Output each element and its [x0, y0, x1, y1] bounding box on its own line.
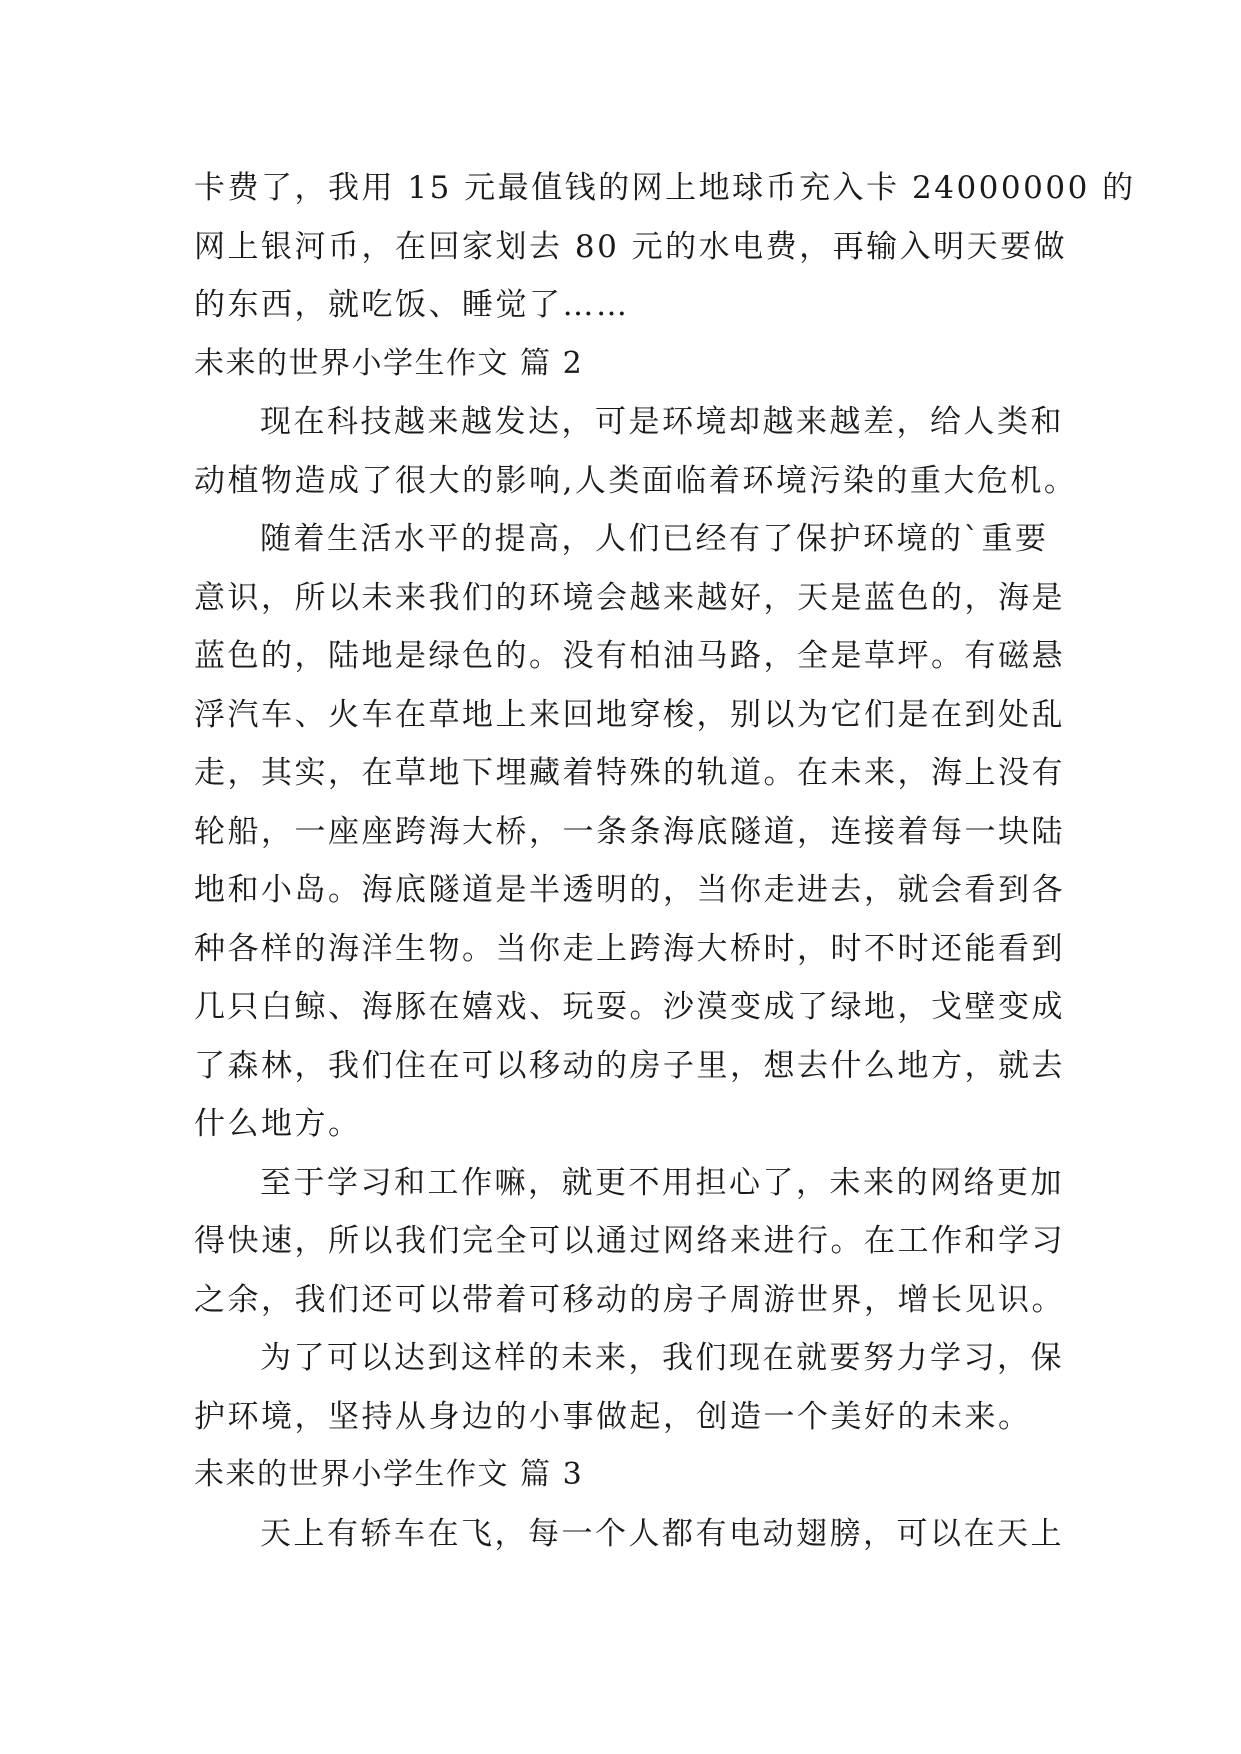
text-line: 走，其实，在草地下埋藏着特殊的轨道。在未来，海上没有 [194, 755, 1065, 791]
text-line: 为了可以达到这样的未来，我们现在就要努力学习，保 [260, 1340, 1064, 1376]
text-line: 卡费了，我用 15 元最值钱的网上地球币充入卡 24000000 的 [194, 170, 1136, 206]
text-line: 护环境，坚持从身边的小事做起，创造一个美好的未来。 [194, 1398, 1032, 1435]
text-line: 随着生活水平的提高，人们已经有了保护环境的`重要 [260, 521, 1049, 557]
document-body [194, 159, 1136, 1563]
text-line: 天上有轿车在飞，每一个人都有电动翅膀，可以在天上 [260, 1515, 1064, 1552]
section-heading: 未来的世界小学生作文 篇 3 [194, 1457, 584, 1492]
text-line: 的东西，就吃饭、睡觉了…… [194, 287, 630, 323]
section-heading: 未来的世界小学生作文 篇 2 [194, 345, 584, 381]
text-line: 什么地方。 [194, 1106, 362, 1142]
text-line: 了森林，我们住在可以移动的房子里，想去什么地方，就去 [194, 1047, 1065, 1084]
text-line: 浮汽车、火车在草地上来回地穿梭，别以为它们是在到处乱 [194, 696, 1065, 733]
text-line: 之余，我们还可以带着可移动的房子周游世界，增长见识。 [194, 1281, 1065, 1318]
text-line: 蓝色的，陆地是绿色的。没有柏油马路，全是草坪。有磁悬 [194, 638, 1065, 674]
text-line: 轮船，一座座跨海大桥，一条条海底隧道，连接着每一块陆 [194, 813, 1065, 850]
text-line: 种各样的海洋生物。当你走上跨海大桥时，时不时还能看到 [194, 930, 1065, 967]
text-line: 地和小岛。海底隧道是半透明的，当你走进去，就会看到各 [194, 872, 1065, 908]
text-line: 现在科技越来越发达，可是环境却越来越差，给人类和 [260, 404, 1064, 440]
text-line: 动植物造成了很大的影响,人类面临着环境污染的重大危机。 [194, 462, 1078, 499]
text-line: 至于学习和工作嘛，就更不用担心了，未来的网络更加 [260, 1164, 1064, 1201]
text-line: 几只白鲸、海豚在嬉戏、玩耍。沙漠变成了绿地，戈壁变成 [194, 989, 1065, 1025]
text-line: 网上银河币，在回家划去 80 元的水电费，再输入明天要做 [194, 228, 1068, 265]
text-line: 意识，所以未来我们的环境会越来越好，天是蓝色的，海是 [194, 579, 1065, 616]
text-line: 得快速，所以我们完全可以通过网络来进行。在工作和学习 [194, 1223, 1065, 1259]
